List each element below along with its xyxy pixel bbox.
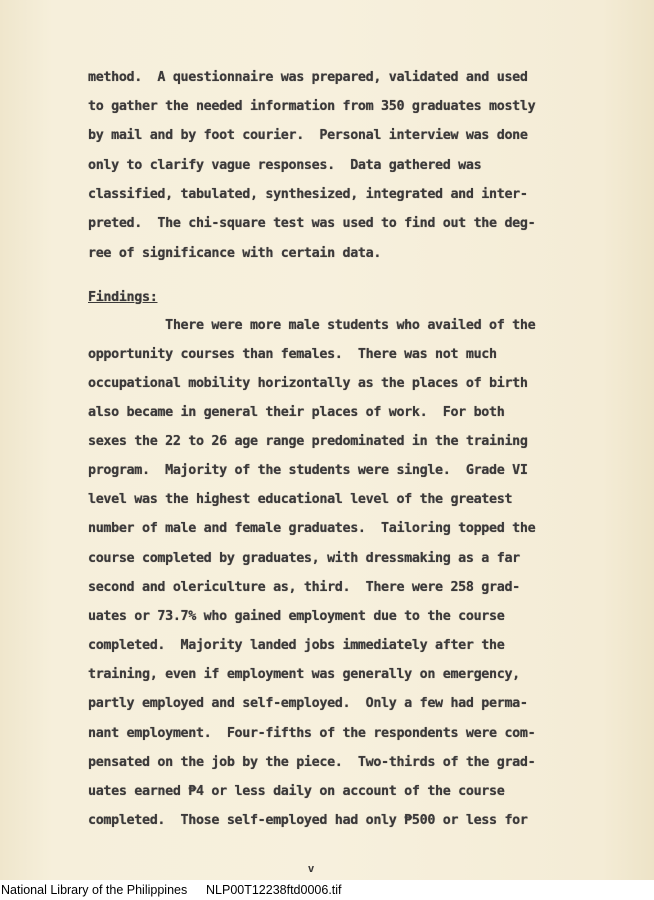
text-line: There were more male students who availed of the	[88, 318, 536, 333]
text-line: training, even if employment was generally on emergency,	[88, 667, 520, 682]
text-line: uates earned ₱4 or less daily on account of the course	[88, 784, 505, 799]
findings-heading: Findings:	[88, 290, 158, 305]
text-line: sexes the 22 to 26 age range predominated in the training	[88, 434, 528, 449]
text-line: partly employed and self-employed. Only a few had perma-	[88, 696, 528, 711]
text-line: course completed by graduates, with dressmaking as a far	[88, 551, 520, 566]
text-line: opportunity courses than females. There was not much	[88, 347, 497, 362]
text-line: program. Majority of the students were single. Grade VI	[88, 463, 528, 478]
text-line: completed. Those self-employed had only ₱500 or less for	[88, 813, 528, 828]
page-number: v	[307, 862, 315, 875]
text-line: uates or 73.7% who gained employment due to the course	[88, 609, 505, 624]
text-line: classified, tabulated, synthesized, integrated and inter-	[88, 187, 528, 202]
text-line: completed. Majority landed jobs immediately after the	[88, 638, 505, 653]
text-line: nant employment. Four-fifths of the respondents were com-	[88, 726, 536, 741]
text-line: level was the highest educational level of the greatest	[88, 492, 513, 507]
text-line: ree of significance with certain data.	[88, 246, 382, 261]
archive-footer	[0, 880, 654, 900]
text-line: also became in general their places of work. For both	[88, 405, 505, 420]
text-line: pensated on the job by the piece. Two-thirds of the grad-	[88, 755, 536, 770]
file-name: NLP00T12238ftd0006.tif	[206, 883, 342, 897]
text-line: second and olericulture as, third. There were 258 grad-	[88, 580, 520, 595]
text-line: number of male and female graduates. Tailoring topped the	[88, 521, 536, 536]
text-line: preted. The chi-square test was used to find out the deg-	[88, 216, 536, 231]
text-line: only to clarify vague responses. Data gathered was	[88, 158, 482, 173]
text-line: to gather the needed information from 350 graduates mostly	[88, 99, 536, 114]
text-line: occupational mobility horizontally as the places of birth	[88, 376, 528, 391]
text-line: method. A questionnaire was prepared, validated and used	[88, 70, 528, 85]
text-line: by mail and by foot courier. Personal interview was done	[88, 128, 528, 143]
library-name: National Library of the Philippines	[1, 883, 188, 897]
